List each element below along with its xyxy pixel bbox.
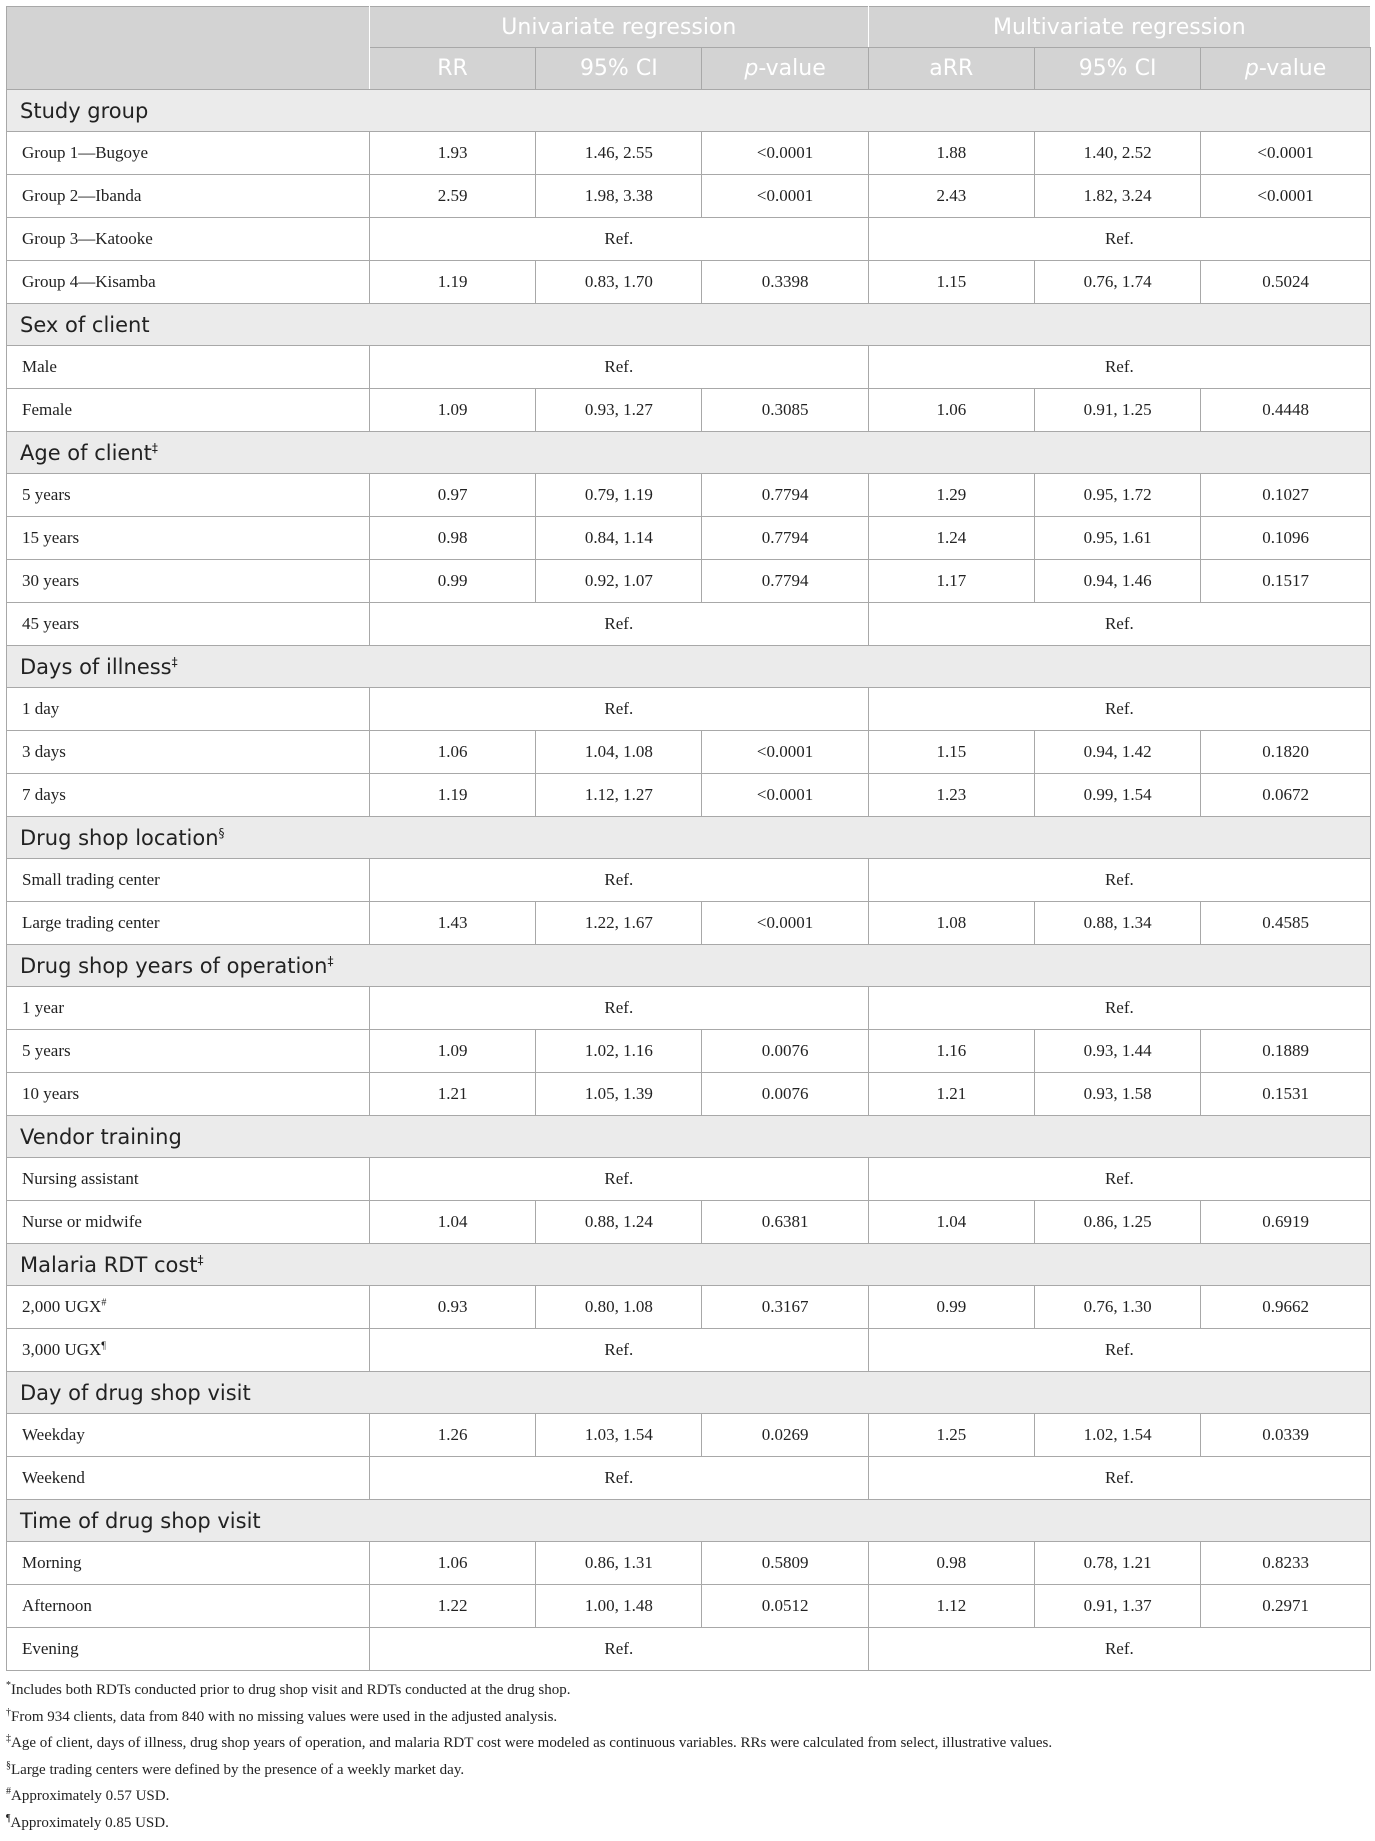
section-title <box>7 1116 1371 1158</box>
section-header-row <box>7 646 1371 688</box>
p-value-cell: <0.0001 <box>702 132 868 175</box>
row-label <box>7 389 370 432</box>
row-label-text: 1 day <box>22 699 60 718</box>
multivariate-reference-cell: Ref. <box>868 1158 1370 1201</box>
arr-cell: 1.06 <box>868 389 1034 432</box>
section-title <box>7 817 1371 859</box>
adjusted-p-value-cell: 0.1889 <box>1201 1030 1371 1073</box>
section-header-row <box>7 304 1371 346</box>
p-value-cell: 0.7794 <box>702 560 868 603</box>
univariate-reference-cell: Ref. <box>369 1158 868 1201</box>
p-rest: -value <box>1258 56 1327 81</box>
row-label <box>7 1457 370 1500</box>
footnote <box>6 1781 1371 1808</box>
p-value-cell: 0.0269 <box>702 1414 868 1457</box>
adjusted-p-value-cell: 0.6919 <box>1201 1201 1371 1244</box>
row-label <box>7 1158 370 1201</box>
rr-cell: 1.19 <box>369 774 535 817</box>
p-value-cell: 0.0076 <box>702 1073 868 1116</box>
row-label <box>7 261 370 304</box>
adjusted-ci-cell: 0.91, 1.25 <box>1034 389 1200 432</box>
table-row <box>7 132 1371 175</box>
table-row <box>7 1201 1371 1244</box>
p-value-cell: 0.6381 <box>702 1201 868 1244</box>
adjusted-ci-cell: 0.93, 1.58 <box>1034 1073 1200 1116</box>
table-row <box>7 1457 1371 1500</box>
table-row <box>7 1628 1371 1671</box>
ci-cell: 0.83, 1.70 <box>536 261 702 304</box>
multivariate-reference-cell: Ref. <box>868 1628 1370 1671</box>
adjusted-p-value-cell: 0.1517 <box>1201 560 1371 603</box>
footnote-text: Approximately 0.57 USD. <box>11 1788 170 1804</box>
adjusted-p-value-cell: 0.9662 <box>1201 1286 1371 1329</box>
p-value-cell: 0.7794 <box>702 474 868 517</box>
row-label-text: 5 years <box>22 485 71 504</box>
adjusted-ci-cell: 0.93, 1.44 <box>1034 1030 1200 1073</box>
table-row <box>7 774 1371 817</box>
row-label <box>7 774 370 817</box>
multivariate-reference-cell: Ref. <box>868 1457 1370 1500</box>
arr-cell: 1.04 <box>868 1201 1034 1244</box>
row-label <box>7 1286 370 1329</box>
row-label-text: Large trading center <box>22 913 160 932</box>
ci-cell: 1.03, 1.54 <box>536 1414 702 1457</box>
ci-cell: 0.79, 1.19 <box>536 474 702 517</box>
table-row <box>7 1286 1371 1329</box>
p-value-cell: <0.0001 <box>702 175 868 218</box>
footnote-mark: ‡ <box>6 1733 11 1744</box>
adjusted-ci-cell: 0.91, 1.37 <box>1034 1585 1200 1628</box>
row-label <box>7 474 370 517</box>
rr-cell: 1.26 <box>369 1414 535 1457</box>
adjusted-p-value-cell: <0.0001 <box>1201 175 1371 218</box>
univariate-reference-cell: Ref. <box>369 1628 868 1671</box>
arr-cell: 1.21 <box>868 1073 1034 1116</box>
multivariate-reference-cell: Ref. <box>868 688 1370 731</box>
arr-cell: 1.25 <box>868 1414 1034 1457</box>
rr-cell: 1.19 <box>369 261 535 304</box>
arr-cell: 1.12 <box>868 1585 1034 1628</box>
section-title-text: Drug shop years of operation <box>20 953 328 978</box>
footnote-mark: ¶ <box>6 1812 11 1824</box>
row-label-text: Male <box>22 357 57 376</box>
adjusted-ci-cell: 0.76, 1.30 <box>1034 1286 1200 1329</box>
footnote-mark: # <box>6 1786 11 1797</box>
p-rest: -value <box>758 56 826 81</box>
row-label-text: 1 year <box>22 998 65 1017</box>
row-footnote-mark: # <box>101 1297 107 1309</box>
rr-cell: 1.09 <box>369 1030 535 1073</box>
row-label <box>7 517 370 560</box>
adjusted-p-value-cell: 0.1531 <box>1201 1073 1371 1116</box>
rr-cell: 1.09 <box>369 389 535 432</box>
ci-cell: 1.22, 1.67 <box>536 902 702 945</box>
row-label <box>7 1201 370 1244</box>
row-label <box>7 175 370 218</box>
row-label <box>7 1030 370 1073</box>
rr-cell: 0.93 <box>369 1286 535 1329</box>
univariate-reference-cell: Ref. <box>369 987 868 1030</box>
footnote-mark: * <box>6 1680 11 1691</box>
ci-cell: 1.46, 2.55 <box>536 132 702 175</box>
regression-table <box>6 6 1371 1671</box>
rr-column-header: RR <box>369 48 535 90</box>
section-title <box>7 1244 1371 1286</box>
section-footnote-mark: ‡ <box>197 1252 204 1267</box>
row-label <box>7 1329 370 1372</box>
row-label <box>7 1073 370 1116</box>
ci-cell: 1.12, 1.27 <box>536 774 702 817</box>
row-label-text: Nursing assistant <box>22 1169 139 1188</box>
adjusted-ci-cell: 0.94, 1.46 <box>1034 560 1200 603</box>
row-footnote-mark: ¶ <box>101 1340 106 1352</box>
row-label <box>7 1542 370 1585</box>
p-value-cell: 0.3167 <box>702 1286 868 1329</box>
rr-cell: 1.06 <box>369 731 535 774</box>
arr-cell: 1.29 <box>868 474 1034 517</box>
row-label-text: Weekday <box>22 1425 85 1444</box>
adjusted-ci-cell: 0.86, 1.25 <box>1034 1201 1200 1244</box>
multivariate-reference-cell: Ref. <box>868 1329 1370 1372</box>
p-value-cell: <0.0001 <box>702 902 868 945</box>
section-header-row <box>7 817 1371 859</box>
univariate-reference-cell: Ref. <box>369 218 868 261</box>
multivariate-reference-cell: Ref. <box>868 859 1370 902</box>
multivariate-reference-cell: Ref. <box>868 346 1370 389</box>
p-value-cell: <0.0001 <box>702 731 868 774</box>
section-title <box>7 432 1371 474</box>
footnote <box>6 1728 1371 1755</box>
rr-cell: 1.93 <box>369 132 535 175</box>
p-value-cell: 0.7794 <box>702 517 868 560</box>
table-row <box>7 603 1371 646</box>
section-title-text: Study group <box>20 98 149 123</box>
table-row <box>7 1073 1371 1116</box>
table-row <box>7 731 1371 774</box>
row-label <box>7 560 370 603</box>
rr-cell: 1.06 <box>369 1542 535 1585</box>
section-footnote-mark: ‡ <box>151 440 158 455</box>
table-row <box>7 175 1371 218</box>
ci-cell: 0.86, 1.31 <box>536 1542 702 1585</box>
arr-cell: 1.15 <box>868 261 1034 304</box>
arr-cell: 1.15 <box>868 731 1034 774</box>
rr-cell: 1.22 <box>369 1585 535 1628</box>
footnote-text: Age of client, days of illness, drug shop years of operation, and malaria RDT cost were modeled as continuous variables. RRs were calculated from select, illustrative values. <box>11 1735 1053 1751</box>
adjusted-p-value-cell: <0.0001 <box>1201 132 1371 175</box>
row-label-text: 45 years <box>22 614 80 633</box>
arr-cell: 2.43 <box>868 175 1034 218</box>
section-header-row <box>7 1372 1371 1414</box>
p-value-cell: 0.3398 <box>702 261 868 304</box>
section-header-row <box>7 432 1371 474</box>
adjusted-ci-column-header: 95% CI <box>1034 48 1200 90</box>
table-row <box>7 389 1371 432</box>
table-row <box>7 1414 1371 1457</box>
row-label-text: 3 days <box>22 742 66 761</box>
section-footnote-mark: ‡ <box>171 654 178 669</box>
section-title <box>7 945 1371 987</box>
section-footnote-mark: § <box>218 825 225 840</box>
multivariate-reference-cell: Ref. <box>868 603 1370 646</box>
adjusted-ci-cell: 0.94, 1.42 <box>1034 731 1200 774</box>
rr-cell: 0.97 <box>369 474 535 517</box>
section-title-text: Days of illness <box>20 654 172 679</box>
adjusted-p-value-cell: 0.1820 <box>1201 731 1371 774</box>
row-label-text: Small trading center <box>22 870 160 889</box>
header-row-groups <box>7 7 1371 48</box>
row-label-text: 7 days <box>22 785 66 804</box>
ci-cell: 1.05, 1.39 <box>536 1073 702 1116</box>
footnote <box>6 1675 1371 1702</box>
adjusted-p-value-cell: 0.8233 <box>1201 1542 1371 1585</box>
table-row <box>7 560 1371 603</box>
adjusted-ci-cell: 1.02, 1.54 <box>1034 1414 1200 1457</box>
ci-cell: 0.92, 1.07 <box>536 560 702 603</box>
table-row <box>7 1542 1371 1585</box>
adjusted-p-value-cell: 0.5024 <box>1201 261 1371 304</box>
section-header-row <box>7 1244 1371 1286</box>
ci-cell: 1.98, 3.38 <box>536 175 702 218</box>
univariate-reference-cell: Ref. <box>369 688 868 731</box>
adjusted-p-value-cell: 0.4448 <box>1201 389 1371 432</box>
p-value-column-header <box>702 48 868 90</box>
multivariate-reference-cell: Ref. <box>868 218 1370 261</box>
section-header-row <box>7 1500 1371 1542</box>
adjusted-ci-cell: 0.76, 1.74 <box>1034 261 1200 304</box>
section-title-text: Age of client <box>20 440 152 465</box>
regression-table-document <box>6 6 1371 1834</box>
footnotes <box>6 1675 1371 1834</box>
section-header-row <box>7 945 1371 987</box>
section-title <box>7 1372 1371 1414</box>
univariate-reference-cell: Ref. <box>369 859 868 902</box>
row-label-text: Female <box>22 400 73 419</box>
table-row <box>7 517 1371 560</box>
ci-cell: 0.88, 1.24 <box>536 1201 702 1244</box>
p-value-cell: 0.3085 <box>702 389 868 432</box>
table-row <box>7 859 1371 902</box>
adjusted-p-value-cell: 0.0672 <box>1201 774 1371 817</box>
adjusted-ci-cell: 0.88, 1.34 <box>1034 902 1200 945</box>
ci-cell: 1.02, 1.16 <box>536 1030 702 1073</box>
ci-cell: 0.93, 1.27 <box>536 389 702 432</box>
footnote-text: Large trading centers were defined by the presence of a weekly market day. <box>11 1761 465 1778</box>
arr-cell: 1.17 <box>868 560 1034 603</box>
row-label <box>7 132 370 175</box>
adjusted-p-value-column-header <box>1201 48 1371 90</box>
table-row <box>7 218 1371 261</box>
row-label-text: 30 years <box>22 571 80 590</box>
row-label-text: 2,000 UGX <box>22 1297 102 1316</box>
univariate-reference-cell: Ref. <box>369 346 868 389</box>
rr-cell: 1.43 <box>369 902 535 945</box>
row-label-text: Group 3—Katooke <box>22 229 153 248</box>
section-footnote-mark: ‡ <box>327 953 334 968</box>
table-row <box>7 1585 1371 1628</box>
section-title-text: Sex of client <box>20 312 150 337</box>
ci-cell: 0.80, 1.08 <box>536 1286 702 1329</box>
row-label-text: Evening <box>22 1639 79 1658</box>
footnote-text: From 934 clients, data from 840 with no missing values were used in the adjusted analysis. <box>11 1708 558 1725</box>
arr-cell: 1.23 <box>868 774 1034 817</box>
section-title <box>7 646 1371 688</box>
rr-cell: 2.59 <box>369 175 535 218</box>
section-title <box>7 304 1371 346</box>
ci-cell: 1.00, 1.48 <box>536 1585 702 1628</box>
row-label <box>7 1628 370 1671</box>
row-label <box>7 218 370 261</box>
p-value-cell: 0.5809 <box>702 1542 868 1585</box>
univariate-header: Univariate regression <box>369 7 868 48</box>
adjusted-p-value-cell: 0.1027 <box>1201 474 1371 517</box>
rr-cell: 0.99 <box>369 560 535 603</box>
adjusted-ci-cell: 0.99, 1.54 <box>1034 774 1200 817</box>
table-row <box>7 1030 1371 1073</box>
table-row <box>7 1329 1371 1372</box>
adjusted-ci-cell: 0.95, 1.61 <box>1034 517 1200 560</box>
section-title <box>7 90 1371 132</box>
table-row <box>7 346 1371 389</box>
row-label-text: Afternoon <box>22 1596 92 1615</box>
row-label-text: 3,000 UGX <box>22 1340 102 1359</box>
table-row <box>7 474 1371 517</box>
section-header-row <box>7 90 1371 132</box>
row-label <box>7 731 370 774</box>
section-title-text: Drug shop location <box>20 825 219 850</box>
univariate-reference-cell: Ref. <box>369 1457 868 1500</box>
footnote-mark: § <box>6 1759 11 1771</box>
p-value-cell: <0.0001 <box>702 774 868 817</box>
adjusted-ci-cell: 1.82, 3.24 <box>1034 175 1200 218</box>
multivariate-header: Multivariate regression <box>868 7 1370 48</box>
adjusted-ci-cell: 0.78, 1.21 <box>1034 1542 1200 1585</box>
rr-cell: 1.04 <box>369 1201 535 1244</box>
row-label-text: Weekend <box>22 1468 85 1487</box>
p-italic: p <box>1244 56 1259 81</box>
arr-cell: 0.98 <box>868 1542 1034 1585</box>
row-label-text: Group 1—Bugoye <box>22 143 149 162</box>
ci-column-header: 95% CI <box>536 48 702 90</box>
univariate-reference-cell: Ref. <box>369 603 868 646</box>
table-body <box>7 90 1371 1671</box>
p-value-cell: 0.0512 <box>702 1585 868 1628</box>
table-row <box>7 688 1371 731</box>
row-label <box>7 902 370 945</box>
section-header-row <box>7 1116 1371 1158</box>
arr-cell: 0.99 <box>868 1286 1034 1329</box>
ci-cell: 0.84, 1.14 <box>536 517 702 560</box>
footnote-text: Includes both RDTs conducted prior to drug shop visit and RDTs conducted at the drug shop. <box>11 1682 571 1698</box>
row-label <box>7 987 370 1030</box>
adjusted-ci-cell: 1.40, 2.52 <box>1034 132 1200 175</box>
footnote <box>6 1755 1371 1782</box>
univariate-reference-cell: Ref. <box>369 1329 868 1372</box>
row-label-text: Morning <box>22 1553 82 1572</box>
row-label <box>7 688 370 731</box>
adjusted-p-value-cell: 0.4585 <box>1201 902 1371 945</box>
row-label-text: 5 years <box>22 1041 71 1060</box>
table-row <box>7 902 1371 945</box>
row-label <box>7 1585 370 1628</box>
arr-column-header: aRR <box>868 48 1034 90</box>
section-title-text: Time of drug shop visit <box>20 1508 261 1533</box>
arr-cell: 1.88 <box>868 132 1034 175</box>
arr-cell: 1.16 <box>868 1030 1034 1073</box>
table-row <box>7 987 1371 1030</box>
row-label <box>7 859 370 902</box>
adjusted-p-value-cell: 0.1096 <box>1201 517 1371 560</box>
header-corner-cell <box>7 7 370 90</box>
rr-cell: 0.98 <box>369 517 535 560</box>
footnote <box>6 1808 1371 1835</box>
table-row <box>7 1158 1371 1201</box>
row-label-text: 15 years <box>22 528 80 547</box>
row-label-text: Nurse or midwife <box>22 1212 142 1231</box>
p-italic: p <box>744 56 759 81</box>
table-row <box>7 261 1371 304</box>
row-label <box>7 346 370 389</box>
section-title-text: Vendor training <box>20 1124 182 1149</box>
footnote <box>6 1702 1371 1729</box>
footnote-text: Approximately 0.85 USD. <box>10 1814 169 1831</box>
adjusted-ci-cell: 0.95, 1.72 <box>1034 474 1200 517</box>
row-label <box>7 603 370 646</box>
arr-cell: 1.08 <box>868 902 1034 945</box>
section-title-text: Malaria RDT cost <box>20 1252 198 1277</box>
footnote-mark: † <box>6 1706 11 1718</box>
adjusted-p-value-cell: 0.0339 <box>1201 1414 1371 1457</box>
ci-cell: 1.04, 1.08 <box>536 731 702 774</box>
row-label-text: Group 4—Kisamba <box>22 272 156 291</box>
rr-cell: 1.21 <box>369 1073 535 1116</box>
adjusted-p-value-cell: 0.2971 <box>1201 1585 1371 1628</box>
section-title <box>7 1500 1371 1542</box>
row-label <box>7 1414 370 1457</box>
p-value-cell: 0.0076 <box>702 1030 868 1073</box>
arr-cell: 1.24 <box>868 517 1034 560</box>
section-title-text: Day of drug shop visit <box>20 1380 251 1405</box>
row-label-text: 10 years <box>22 1084 80 1103</box>
row-label-text: Group 2—Ibanda <box>22 186 142 205</box>
multivariate-reference-cell: Ref. <box>868 987 1370 1030</box>
